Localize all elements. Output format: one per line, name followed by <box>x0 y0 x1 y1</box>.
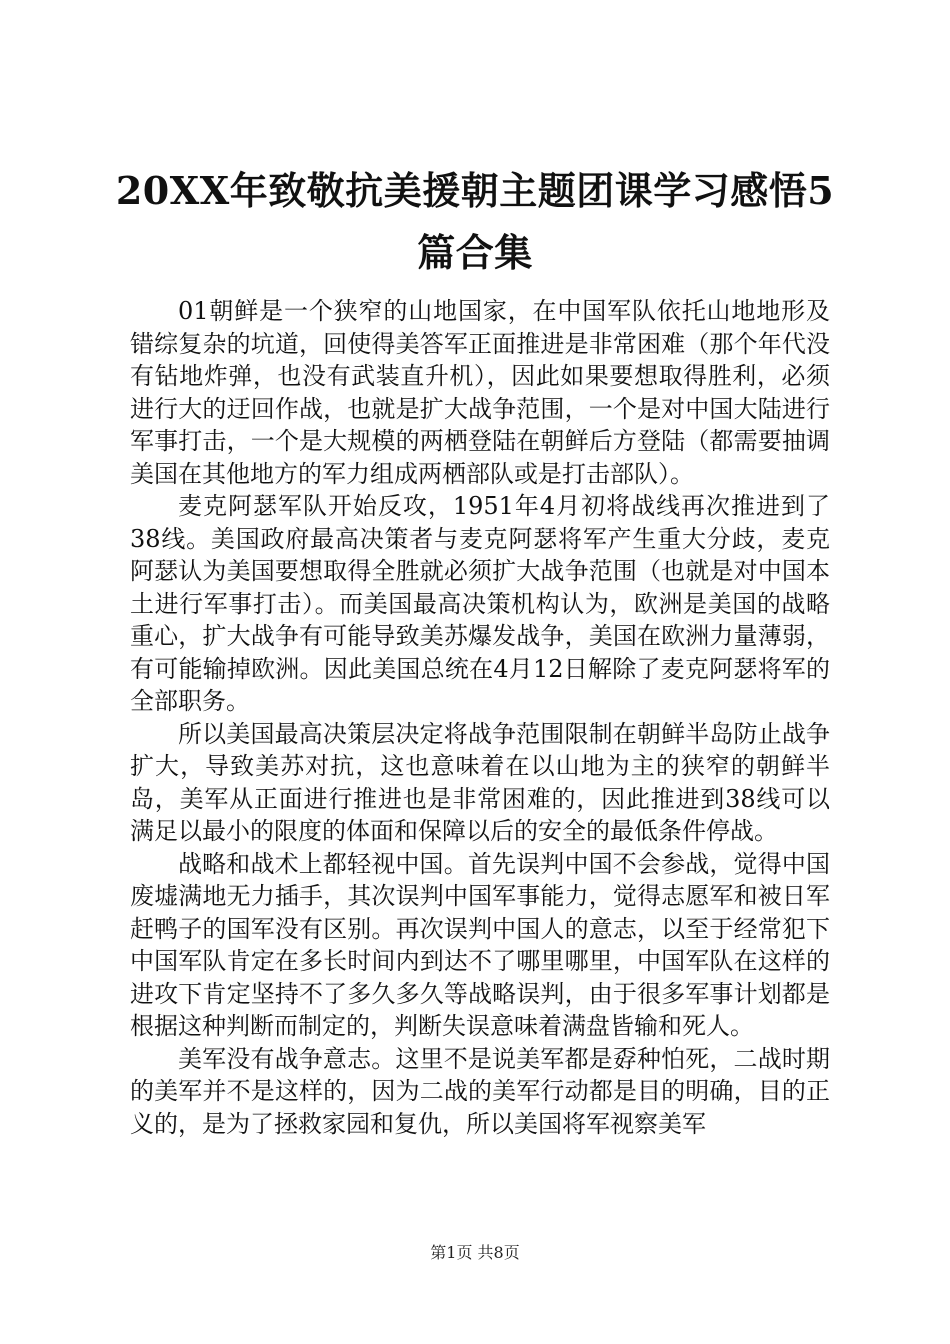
paragraph: 美军没有战争意志。这里不是说美军都是孬种怕死，二战时期的美军并不是这样的，因为二战的美军行动都是目的明确，目的正义的，是为了拯救家园和复仇，所以美国将军视察美军 <box>130 1044 830 1138</box>
document-title: 20XX年致敬抗美援朝主题团课学习感悟5篇合集 <box>115 168 835 275</box>
paragraph: 麦克阿瑟军队开始反攻，1951年4月初将战线再次推进到了38线。美国政府最高决策者与麦克阿瑟将军产生重大分歧，麦克阿瑟认为美国要想取得全胜就必须扩大战争范围（也就是对中国本土进行军事打击）。而美国最高决策机构认为，欧洲是美国的战略重心，扩大战争有可能导致美苏爆发战争，美国在欧洲力量薄弱，有可能输掉欧洲。因此美国总统在4月12日解除了麦克阿瑟将军的全部职务。 <box>130 492 830 715</box>
page-number-footer: 第1页 共8页 <box>430 1243 520 1262</box>
paragraph: 01朝鲜是一个狭窄的山地国家，在中国军队依托山地地形及错综复杂的坑道，回使得美答军正面推进是非常困难（那个年代没有钻地炸弹，也没有武装直升机），因此如果要想取得胜利，必须进行大的迂回作战，也就是扩大战争范围，一个是对中国大陆进行军事打击，一个是大规模的两栖登陆在朝鲜后方登陆（都需要抽调美国在其他地方的军力组成两栖部队或是打击部队）。 <box>130 297 830 488</box>
paragraph: 战略和战术上都轻视中国。首先误判中国不会参战，觉得中国废墟满地无力插手，其次误判中国军事能力，觉得志愿军和被日军赶鸭子的国军没有区别。再次误判中国人的意志，以至于经常犯下中国军队肯定在多长时间内到达不了哪里哪里，中国军队在这样的进攻下肯定坚持不了多久多久等战略误判，由于很多军事计划都是根据这种判断而制定的，判断失误意味着满盘皆输和死人。 <box>130 849 830 1040</box>
document-body <box>130 295 830 1140</box>
paragraph: 所以美国最高决策层决定将战争范围限制在朝鲜半岛防止战争扩大，导致美苏对抗，这也意味着在以山地为主的狭窄的朝鲜半岛，美军从正面进行推进也是非常困难的，因此推进到38线可以满足以最小的限度的体面和保障以后的安全的最低条件停战。 <box>130 719 830 845</box>
